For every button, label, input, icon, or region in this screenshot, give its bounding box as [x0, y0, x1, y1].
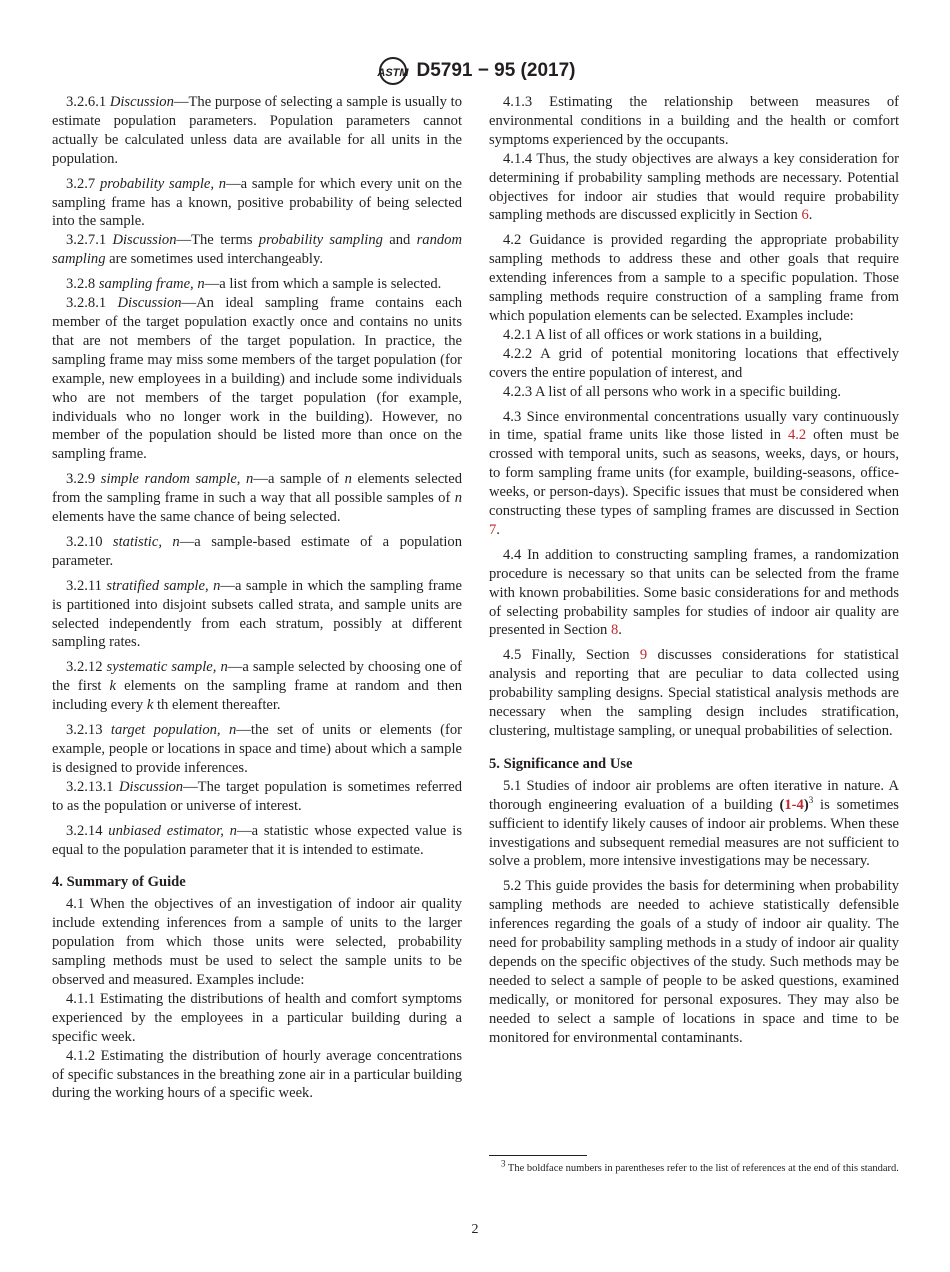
text-run: 3.2.14: [66, 822, 109, 839]
text-run: 4.2 Guidance is provided regarding the appropriate probability sampling methods to address these and other goals that require extending inferences from a sample to a specific population. Those sampling methods require construction of a sampling frame from which population elements can be selected. Examples include:: [489, 232, 899, 324]
paragraph: [489, 345, 899, 383]
text-run: Discussion: [119, 778, 184, 795]
paragraph: [52, 990, 462, 1047]
text-run: 5.1 Studies of indoor air problems are often iterative in nature. A thorough engineering evaluation of a building: [489, 777, 899, 813]
text-run: —a sample for which every unit on the sampling frame has a known, positive probability of being selected into the sample.: [52, 175, 462, 230]
text-run: Discussion: [117, 295, 182, 312]
text-run: 4.2.1 A list of all offices or work stations in a building,: [503, 326, 823, 343]
paragraph: [52, 778, 462, 816]
cross-reference-link[interactable]: 4.2: [787, 427, 807, 444]
text-run: 3.2.13.1: [66, 778, 120, 795]
text-run: 3.2.8: [66, 276, 99, 293]
paragraph: [52, 895, 462, 990]
footnote-ref: 3: [808, 794, 814, 805]
text-run: are sometimes used interchangeably.: [105, 251, 323, 268]
footnote-text: The boldface numbers in parentheses refer to the list of references at the end of this standard.: [505, 1163, 899, 1174]
paragraph: [489, 326, 899, 345]
text-run: systematic sample, n: [106, 659, 228, 676]
section-heading: [52, 873, 462, 892]
text-run: Discussion: [109, 94, 174, 110]
paragraph: [52, 721, 462, 778]
text-run: —a sample-based estimate of a population parameter.: [52, 533, 463, 569]
section-heading: [489, 755, 899, 774]
text-run: unbiased estimator, n: [108, 822, 237, 839]
page-number: 2: [471, 1222, 479, 1237]
paragraph: [489, 777, 899, 872]
text-run: 3.2.12: [66, 659, 107, 676]
text-run: 4.1 When the objectives of an investigation of indoor air quality include extending inferences from a sample of units to the larger population from which those units were selected, probability sampling methods must be used to select the sample units to be observed and measured. Examples include:: [52, 896, 462, 988]
text-run: often must be crossed with temporal units, such as seasons, weeks, days, or hours, to form sampling frame units (for example, building-seasons, office-weeks, or person-days). Specific issues that must be considered when constructing these types of sampling frames are discussed in Section: [489, 427, 900, 520]
text-run: stratified sample, n: [106, 577, 221, 594]
text-run: 5. Significance and Use: [489, 755, 633, 772]
text-run: and: [382, 232, 417, 249]
paragraph: [489, 150, 899, 226]
paragraph: [52, 294, 462, 464]
paragraph: [52, 231, 462, 269]
paragraph: [489, 231, 899, 326]
text-run: k: [146, 697, 154, 714]
text-run: sampling frame, n: [98, 276, 205, 293]
text-run: 3.2.8.1: [66, 295, 118, 312]
text-run: simple random sample, n: [100, 471, 254, 488]
text-run: 4.2.3 A list of all persons who work in a specific building.: [503, 383, 842, 400]
text-run: 4. Summary of Guide: [52, 874, 186, 891]
document-header: [0, 56, 950, 86]
paragraph: [489, 408, 899, 540]
text-run: 4.2.2 A grid of potential monitoring locations that effectively covers the entire population of interest, and: [489, 345, 899, 381]
text-run: .: [496, 521, 500, 538]
text-run: —a sample in which the sampling frame is partitioned into disjoint subsets called strata, and sample units are selected independently from each stratum, possibly at different sampling rates.: [52, 577, 463, 651]
footnote-divider: [489, 1155, 587, 1156]
text-run: 3.2.11: [66, 577, 107, 594]
text-run: 4.1.3 Estimating the relationship between measures of environmental conditions in a building and the health or comfort symptoms experienced by the occupants.: [489, 94, 899, 148]
text-run: 3.2.7.1: [66, 232, 113, 249]
text-run: .: [618, 622, 622, 639]
paragraph: [489, 93, 899, 150]
text-run: (: [779, 796, 785, 813]
paragraph: [52, 470, 462, 527]
text-run: 4.1.1 Estimating the distributions of health and comfort symptoms experienced by the employees in a particular building during a specific week.: [52, 990, 462, 1045]
text-run: probability sample, n: [99, 175, 227, 192]
text-run: 4.1.4 Thus, the study objectives are always a key consideration for determining if probability sampling methods are necessary. Potential objectives for indoor air studies that would require probability sampling methods are discussed explicitly in Section: [489, 150, 899, 224]
text-run: —The purpose of selecting a sample is usually to estimate population parameters. Population parameters cannot actually be calculated unless data are available for all units in the population.: [52, 94, 462, 167]
text-run: k: [109, 678, 117, 695]
paragraph: [489, 383, 899, 402]
text-run: is sometimes sufficient to identify likely causes of indoor air problems. When these investigations and subsequent remedial measures are not sufficient to solve a problem, more intensive investigations may be necessary.: [489, 796, 899, 870]
cross-reference-link[interactable]: 9: [639, 647, 648, 664]
right-column: [489, 93, 899, 1048]
cross-reference-link[interactable]: 8: [611, 622, 619, 639]
text-run: Discussion: [112, 232, 177, 249]
paragraph: [52, 275, 462, 294]
text-run: n: [344, 471, 352, 488]
text-run: 3.2.10: [66, 533, 113, 550]
text-run: target population, n: [110, 722, 237, 739]
text-run: elements have the same chance of being selected.: [52, 509, 341, 526]
text-run: 3.2.7: [66, 175, 100, 192]
text-run: th element thereafter.: [153, 697, 281, 714]
text-run: —the set of units or elements (for example, people or locations in space and time) about which a sample is designed to provide inferences.: [52, 722, 462, 776]
text-run: 3.2.6.1: [66, 94, 110, 110]
cross-reference-link[interactable]: 1-4: [784, 796, 804, 813]
paragraph: [489, 646, 899, 741]
text-run: —a statistic whose expected value is equal to the population parameter that it is intended to estimate.: [52, 822, 463, 858]
text-run: —a sample selected by choosing one of the first: [52, 659, 462, 695]
text-run: —An ideal sampling frame contains each member of the target population exactly once and contains no units that are not members of the target population. In practice, the sampling frame may miss some members of the target population (for example, new employees in a building) and include some individuals who are not members of the target population (for example, individuals who no longer work in the building). However, no member of the population should be listed more than once on the sampling frame.: [52, 295, 462, 463]
paragraph: [52, 577, 462, 653]
astm-logo-icon: [375, 56, 411, 86]
text-run: 4.4 In addition to constructing sampling frames, a randomization procedure is necessary so that units can be selected from the frame with known probabilities. Some basic considerations for and methods of selecting probability samples for studies of indoor air quality are presented in Section: [489, 546, 899, 639]
text-run: statistic, n: [112, 533, 180, 550]
text-run: —The target population is sometimes referred to as the population or universe of interest.: [52, 778, 462, 814]
text-run: ): [803, 796, 809, 813]
text-run: 5.2 This guide provides the basis for determining when probability sampling methods are needed to achieve statistically defensible inferences regarding the goals of a study of indoor air quality. The need for probability sampling methods in a study of indoor air quality depends on the specific objectives of the study. Such methods may be needed to select a sample of people to be asked questions, examined medically, or monitored for personal exposures. They may also be needed to select a sample of locations in space and time to be monitored for environmental contaminants.: [489, 878, 899, 1046]
designation: D5791 − 95 (2017): [416, 60, 576, 81]
cross-reference-link[interactable]: 7: [489, 521, 497, 538]
text-run: elements on the sampling frame at random and then including every: [52, 678, 462, 714]
text-run: n: [454, 490, 462, 507]
paragraph: [489, 546, 899, 641]
cross-reference-link[interactable]: 6: [801, 207, 809, 224]
text-run: —The terms: [176, 232, 259, 249]
text-run: 3.2.9: [66, 471, 101, 488]
footnote-marker: 3: [501, 1158, 506, 1169]
text-run: discusses considerations for statistical analysis and reporting that are peculiar to data collected using probability sampling designs. Special statistical analysis methods are necessary when the sampling design includes stratification, clustering, multistage sampling, or unequal probabilities of selection.: [489, 647, 899, 739]
text-run: 4.1.2 Estimating the distribution of hourly average concentrations of specific substances in the breathing zone air in a particular building during the working hours of a specific week.: [52, 1047, 462, 1102]
text-run: random sampling: [52, 232, 463, 268]
paragraph: [52, 175, 462, 232]
left-column: [52, 93, 462, 1103]
paragraph: [52, 658, 462, 715]
text-run: 4.3 Since environmental concentrations usually vary continuously in time, spatial frame units like those listed in: [489, 408, 899, 444]
paragraph: [489, 877, 899, 1047]
svg-text:ASTM: ASTM: [376, 67, 409, 79]
text-run: 3.2.13: [66, 722, 111, 739]
text-run: 4.5 Finally, Section: [503, 647, 640, 664]
text-run: —a sample of: [253, 471, 345, 488]
text-run: .: [808, 207, 813, 224]
text-run: —a list from which a sample is selected.: [204, 276, 442, 293]
text-run: elements selected from the sampling frame in such a way that all possible samples of: [52, 471, 463, 507]
footnote: [489, 1158, 899, 1176]
paragraph: [52, 1047, 462, 1104]
text-run: probability sampling: [258, 232, 383, 249]
paragraph: [52, 533, 462, 571]
paragraph: [52, 822, 462, 860]
paragraph: [52, 93, 462, 169]
